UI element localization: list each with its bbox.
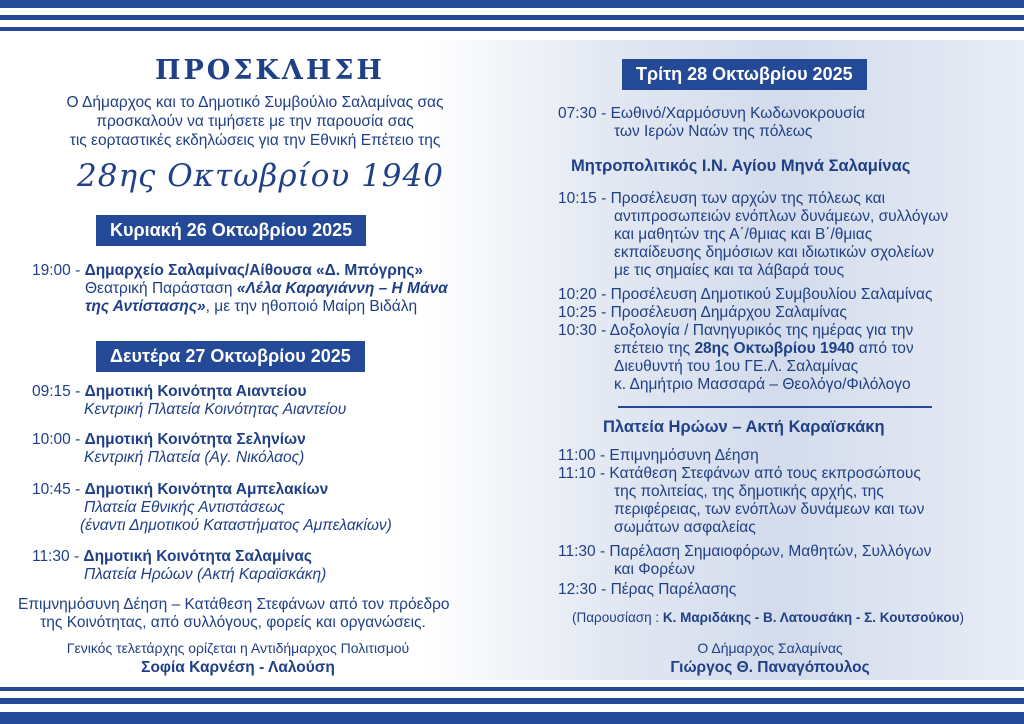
day-header-sunday: Κυριακή 26 Οκτωβρίου 2025 (96, 215, 366, 246)
text-line: περιφέρειας, των ενόπλων δυνάμεων και των (614, 501, 925, 518)
intro-line: προσκαλούν να τιμήσετε με την παρουσία σας (96, 113, 414, 130)
event-text-cont (614, 483, 924, 537)
text-part: από τον (854, 340, 914, 357)
church-header: Μητροπολιτικός Ι.Ν. Αγίου Μηνά Σαλαμίνας (571, 157, 911, 175)
play-title: «Λέλα Καραγιάννη – Η Μάνα (236, 280, 448, 297)
presenters-close: ) (959, 610, 964, 625)
text-line: σωμάτων ασφαλείας (614, 519, 756, 536)
event-monday-1 (32, 383, 306, 401)
memorial-note (18, 596, 448, 632)
square-event-1 (558, 447, 759, 465)
square-header: Πλατεία Ηρώων – Ακτή Καραϊσκάκη (603, 418, 885, 436)
square-event-2 (558, 465, 921, 483)
event-sub: Κεντρική Πλατεία Κοινότητας Αιαντείου (84, 401, 347, 418)
event-time: 11:10 - (558, 465, 606, 482)
invitation-title: ΠΡΟΣΚΛΗΣΗ (155, 55, 385, 86)
memorial-line: Επιμνημόσυνη Δέηση – Κατάθεση Στεφάνων από τον πρόεδρο (18, 596, 450, 613)
event-text: Δοξολογία / Πανηγυρικός της ημέρας για την (609, 322, 914, 339)
play-title-cont: της Αντίστασης» (85, 298, 206, 315)
presenters-label: (Παρουσίαση : (572, 610, 663, 625)
presenters (572, 610, 964, 625)
text-bold: 28ης Οκτωβρίου 1940 (694, 340, 855, 357)
anniversary-date: 28ης Οκτωβρίου 1940 (77, 158, 444, 194)
text-part: επέτειο της (614, 340, 695, 357)
text-line: εκπαίδευσης δημόσιων και ιδιωτικών σχολείων (614, 244, 935, 261)
event-time: 07:30 - (558, 105, 607, 122)
event-place: Δημοτική Κοινότητα Αιαντείου (84, 383, 307, 400)
top-stripe-2 (0, 15, 1024, 20)
mayor-name: Γιώργος Θ. Παναγόπουλος (670, 659, 870, 676)
event-time: 10:00 - (32, 431, 81, 448)
event-text: , με την ηθοποιό Μαίρη Βιδάλη (205, 298, 418, 315)
event-text-cont (614, 340, 914, 358)
event-place: Δημοτική Κοινότητα Αμπελακίων (84, 481, 329, 498)
event-time: 10:20 - (558, 286, 607, 303)
event-place: Δημοτική Κοινότητα Σαλαμίνας (83, 548, 312, 565)
church-event-3 (558, 304, 847, 322)
event-text: Κατάθεση Στεφάνων από τους εκπροσώπους (609, 465, 921, 482)
event-time: 11:30 - (558, 543, 606, 560)
day-header-monday: Δευτέρα 27 Οκτωβρίου 2025 (96, 341, 365, 372)
presenters-names: Κ. Μαριδάκης - Β. Λατουσάκη - Σ. Κουτσούκου (662, 610, 960, 625)
square-event-4 (558, 581, 736, 599)
event-time: 10:25 - (558, 304, 607, 321)
text-line: με τις σημαίες και τα λάβαρά τους (614, 262, 845, 279)
event-sunday (32, 262, 423, 280)
event-sub: Κεντρική Πλατεία (Αγ. Νικόλαος) (84, 449, 305, 466)
event-text: Θεατρική Παράσταση (85, 280, 237, 297)
day-header-tuesday: Τρίτη 28 Οκτωβρίου 2025 (622, 59, 867, 90)
text-line: και μαθητών της Α΄/θμιας και Β΄/θμιας (614, 226, 873, 243)
event-text: Εωθινό/Χαρμόσυνη Κωδωνοκρουσία (610, 105, 866, 122)
top-stripe-1 (0, 0, 1024, 8)
bottom-stripe-2 (0, 698, 1024, 704)
intro-line: Ο Δήμαρχος και το Δημοτικό Συμβούλιο Σαλαμίνας σας (66, 94, 444, 111)
text-line: αντιπροσωπειών ενόπλων δυνάμεων, συλλόγων (614, 208, 949, 225)
event-text: Προσέλευση Δημάρχου Σαλαμίνας (610, 304, 847, 321)
event-text: Επιμνημόσυνη Δέηση (609, 447, 759, 464)
event-text-cont: Διευθυντή του 1ου ΓΕ.Λ. Σαλαμίνας (614, 358, 859, 375)
event-sub: Πλατεία Εθνικής Αντιστάσεως (84, 499, 285, 516)
event-time: 10:45 - (32, 481, 81, 498)
event-place: Δημοτική Κοινότητα Σεληνίων (84, 431, 306, 448)
mayor-label: Ο Δήμαρχος Σαλαμίνας (697, 640, 843, 656)
event-time: 10:30 - (558, 322, 607, 339)
event-place: Δημαρχείο Σαλαμίνας/Αίθουσα «Δ. Μπόγρης» (84, 262, 424, 279)
event-sub2: (έναντι Δημοτικού Καταστήματος Αμπελακίων) (80, 517, 392, 534)
intro-line: τις εορταστικές εκδηλώσεις για την Εθνική Επέτειο της (69, 132, 441, 149)
event-time: 11:00 - (558, 447, 606, 464)
divider (618, 406, 932, 408)
square-event-3 (558, 543, 931, 561)
event-time: 11:30 - (32, 548, 80, 565)
event-monday-3 (32, 481, 328, 499)
event-time: 10:15 - (558, 190, 607, 207)
event-time: 19:00 - (32, 262, 81, 279)
top-stripe-3 (0, 27, 1024, 31)
event-time: 09:15 - (32, 383, 81, 400)
organizer-label: Γενικός τελετάρχης ορίζεται η Αντιδήμαρχος Πολιτισμού (66, 640, 410, 656)
event-text-cont (614, 208, 948, 280)
intro-text (55, 93, 455, 150)
event-text: Πέρας Παρέλασης (610, 581, 737, 598)
bottom-stripe-1 (0, 687, 1024, 691)
church-event-2 (558, 286, 932, 304)
event-text-cont: κ. Δημήτριο Μασσαρά – Θεολόγο/Φιλόλογο (614, 376, 911, 393)
event-text-cont: των Ιερών Ναών της πόλεως (614, 123, 813, 140)
event-sub: Πλατεία Ηρώων (Ακτή Καραϊσκάκη) (84, 566, 327, 583)
organizer-name: Σοφία Καρνέση - Λαλούση (141, 659, 335, 676)
event-text: Προσέλευση Δημοτικού Συμβουλίου Σαλαμίνας (610, 286, 933, 303)
event-sunday-line3 (85, 298, 417, 316)
bottom-stripe-3 (0, 712, 1024, 724)
event-text-cont: και Φορέων (614, 561, 695, 578)
church-event-1 (558, 190, 885, 208)
event-tuesday-1 (558, 105, 865, 123)
church-event-4 (558, 322, 913, 340)
text-line: της πολιτείας, της δημοτικής αρχής, της (614, 483, 884, 500)
event-time: 12:30 - (558, 581, 607, 598)
event-text: Προσέλευση των αρχών της πόλεως και (610, 190, 886, 207)
memorial-line: της Κοινότητας, από συλλόγους, φορείς και οργανώσεις. (40, 614, 426, 631)
event-monday-4 (32, 548, 312, 566)
event-text: Παρέλαση Σημαιοφόρων, Μαθητών, Συλλόγων (609, 543, 932, 560)
event-sunday-line2 (85, 280, 448, 298)
event-monday-2 (32, 431, 306, 449)
